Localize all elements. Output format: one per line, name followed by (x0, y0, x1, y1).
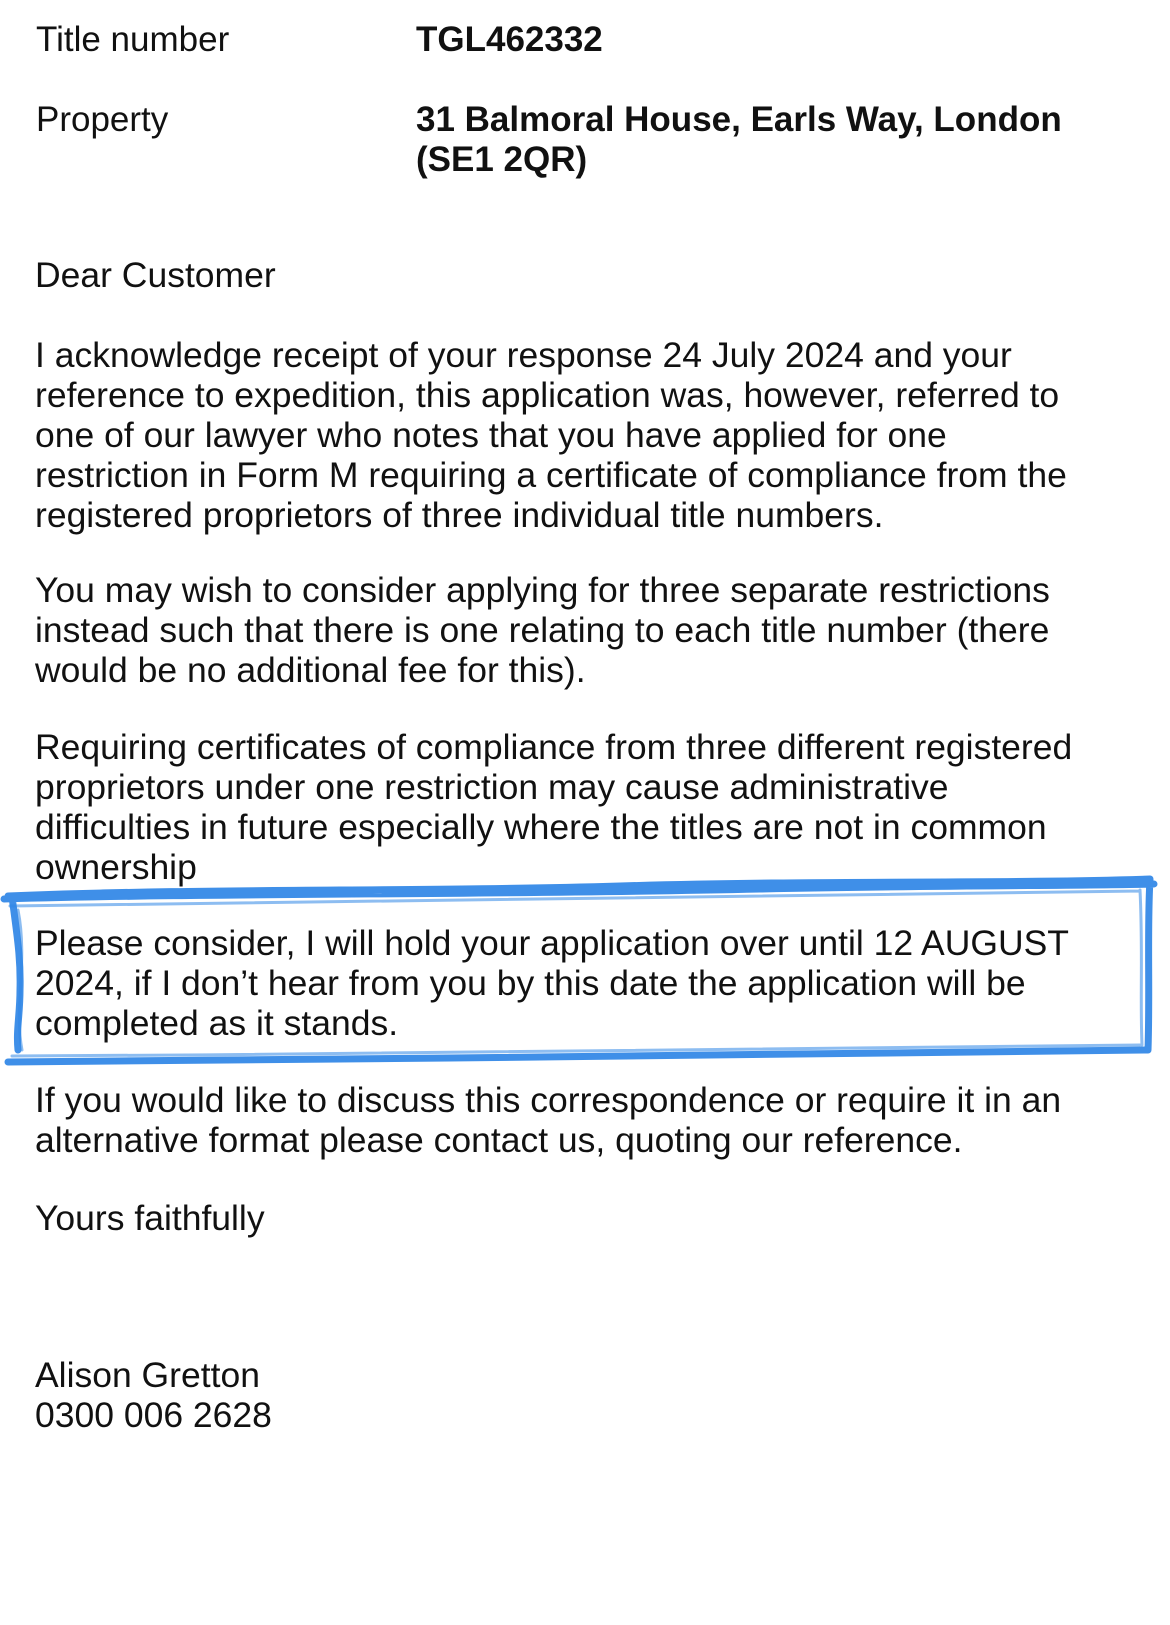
paragraph-deadline (35, 923, 1145, 1043)
paragraph-line: ownership (35, 847, 197, 887)
paragraph-contact (35, 1080, 1145, 1160)
paragraph-line: Please consider, I will hold your application over until 12 AUGUST (35, 923, 1069, 963)
paragraph-line: completed as it stands. (35, 1003, 399, 1043)
paragraph-difficulties (35, 727, 1145, 887)
property-value-line: (SE1 2QR) (416, 140, 588, 179)
property-label: Property (36, 100, 169, 139)
paragraph-line: registered proprietors of three individual title numbers. (35, 495, 884, 535)
paragraph-line: I acknowledge receipt of your response 24 July 2024 and your (35, 335, 1012, 375)
paragraph-line: If you would like to discuss this correspondence or require it in an (35, 1080, 1062, 1120)
title-number-value: TGL462332 (416, 20, 603, 59)
signatory-name: Alison Gretton (35, 1355, 260, 1395)
title-number-label: Title number (36, 20, 230, 59)
paragraph-acknowledgement (35, 335, 1145, 535)
paragraph-line: proprietors under one restriction may cause administrative (35, 767, 949, 807)
paragraph-line: Requiring certificates of compliance from three different registered (35, 727, 1073, 767)
property-value-line: 31 Balmoral House, Earls Way, London (416, 100, 1062, 139)
property-value (416, 100, 1136, 180)
paragraph-suggestion (35, 570, 1145, 690)
signatory-phone: 0300 006 2628 (35, 1395, 272, 1435)
paragraph-line: would be no additional fee for this). (35, 650, 586, 690)
paragraph-line: difficulties in future especially where the titles are not in common (35, 807, 1047, 847)
paragraph-line: You may wish to consider applying for three separate restrictions (35, 570, 1050, 610)
paragraph-line: restriction in Form M requiring a certificate of compliance from the (35, 455, 1067, 495)
salutation: Dear Customer (35, 255, 276, 295)
paragraph-line: one of our lawyer who notes that you have applied for one (35, 415, 947, 455)
paragraph-line: instead such that there is one relating to each title number (there (35, 610, 1050, 650)
signature-block (35, 1355, 1145, 1435)
paragraph-line: reference to expedition, this application was, however, referred to (35, 375, 1060, 415)
paragraph-line: alternative format please contact us, quoting our reference. (35, 1120, 963, 1160)
paragraph-line: 2024, if I don’t hear from you by this date the application will be (35, 963, 1026, 1003)
closing: Yours faithfully (35, 1198, 265, 1238)
